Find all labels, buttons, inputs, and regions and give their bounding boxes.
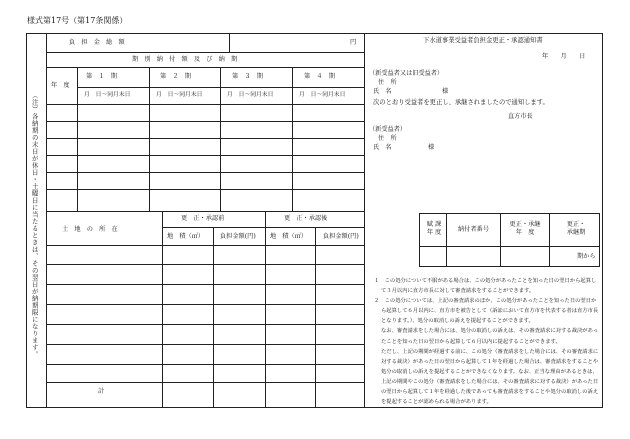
correction-period-header: 更正・ 承継期 (566, 221, 586, 236)
grid-line (149, 67, 150, 211)
old-beneficiary-label: （新受益者又は旧受益者） (369, 70, 444, 77)
new-name-label: 氏 名 (373, 144, 392, 151)
period-4-label: 第 ４ 期 (304, 73, 335, 80)
grid-line (162, 227, 364, 228)
panel-divider (364, 33, 365, 408)
grid-line (213, 227, 214, 408)
left-panel-border (46, 33, 47, 408)
note-1: １ この処分について不服がある場合は、この処分があったことを知った日の翌日から起算して３月以内に直方市長に対して審査請求をすることができます。 (374, 278, 597, 295)
after-area-label: 地 積（㎡） (270, 233, 308, 240)
left-margin-note: （注）各納期の末日が休日・土曜日に当たるときは、その翌日が納期限になります。 (30, 92, 39, 358)
new-beneficiary-label: （新受益者） (369, 126, 407, 133)
notice-title: 下水道事業受益者負担金更正・承認通知書 (423, 37, 543, 44)
grid-line (46, 67, 364, 68)
new-address-label: 住 所 (378, 135, 397, 142)
grid-line (46, 138, 364, 139)
grid-line (46, 121, 364, 122)
grid-line (315, 227, 316, 408)
notice-date: 年 月 日 (542, 53, 586, 60)
grid-line (46, 104, 364, 105)
correction-year-header: 更正・承継 年 度 (509, 221, 541, 236)
installment-header: 期 別 納 付 額 及 び 納 期 (132, 56, 238, 63)
form-label: 様式第17号（第17条関係） (27, 16, 128, 25)
levy-year-header: 賦 課 年 度 (426, 221, 442, 236)
grid-line (77, 67, 78, 211)
note-2-continued: なお、審査請求をした場合には、処分の取消しの訴えは、その審査請求に対する裁決があったことを知った日の翌日から起算して６月以内に提起することができます。 (381, 328, 599, 345)
total-burden-label: 負 担 金 総 額 (69, 39, 125, 46)
yen-unit: 円 (350, 39, 357, 46)
grid-line (46, 155, 364, 156)
total-row-label: 計 (98, 388, 105, 395)
notice-body-text: 次のとおり受益者を更正し、承継されましたので通知します。 (373, 99, 549, 106)
before-header: 更 正・承認前 (181, 215, 225, 222)
grid-line (46, 52, 364, 53)
period-1-label: 第 １ 期 (86, 73, 117, 80)
grid-line (46, 172, 364, 173)
period-2-label: 第 ２ 期 (160, 73, 191, 80)
period-3-date-range: 月 日～同月末日 (227, 92, 274, 98)
issuer-name: 直方市長 (508, 113, 533, 120)
grid-line (549, 213, 550, 267)
legal-notes (374, 276, 600, 407)
grid-line (46, 189, 364, 190)
note-2: ２ この処分については、上記の審査請求のほか、この処分があったことを知った日の翌日から起算して６月以内に、直方市を被告として（訴訟において直方市を代表する者は直方市長となります。）、処分の取消しの訴えを提起することができます。 (374, 298, 599, 325)
grid-line (46, 344, 364, 345)
grid-line (46, 245, 364, 246)
grid-line (46, 264, 364, 265)
after-header: 更 正・承認後 (284, 215, 328, 222)
before-area-label: 地 積（㎡） (167, 233, 205, 240)
grid-line (265, 211, 266, 408)
grid-line (46, 364, 364, 365)
land-location-label: 土 地 の 所 在 (62, 226, 118, 233)
period-1-date-range: 月 日～同月末日 (84, 92, 131, 98)
old-honorific: 様 (442, 88, 449, 95)
before-burden-label: 負担金額(円) (220, 233, 256, 240)
grid-line (220, 67, 221, 211)
fiscal-year-label: 年 度 (51, 82, 70, 89)
grid-line (46, 211, 364, 212)
new-honorific: 様 (428, 144, 435, 151)
period-from-label: 期から (577, 253, 596, 260)
old-address-label: 住 所 (378, 79, 397, 86)
grid-line (162, 211, 163, 408)
grid-line (46, 382, 364, 383)
grid-line (500, 213, 501, 267)
grid-line (46, 284, 364, 285)
grid-line (292, 67, 293, 211)
payer-number-header: 納付者番号 (458, 226, 489, 233)
note-2-proviso: ただし、上記の期間が経過する前に、この処分（審査請求をした場合には、その審査請求に対する裁決）があった日の翌日から起算して１年を経過した場合は、審査請求をすることや処分の取消しの訴えを提起することができなくなります。なお、正当な理由があるときは、上記の期間やこの処分（審査請求をした場合には、その審査請求に対する裁決）があった日の翌日から起算して１年を経過した後であっても審査請求をすることや処分の取消しの訴えを提起することが認められる場合があります。 (381, 348, 599, 406)
old-name-label: 氏 名 (373, 88, 392, 95)
period-4-date-range: 月 日～同月末日 (299, 92, 346, 98)
period-2-date-range: 月 日～同月末日 (156, 92, 203, 98)
grid-line (46, 304, 364, 305)
grid-line (46, 324, 364, 325)
after-burden-label: 負担金額(円) (323, 233, 359, 240)
grid-line (229, 33, 230, 52)
period-3-label: 第 ３ 期 (232, 73, 263, 80)
grid-line (446, 213, 447, 267)
